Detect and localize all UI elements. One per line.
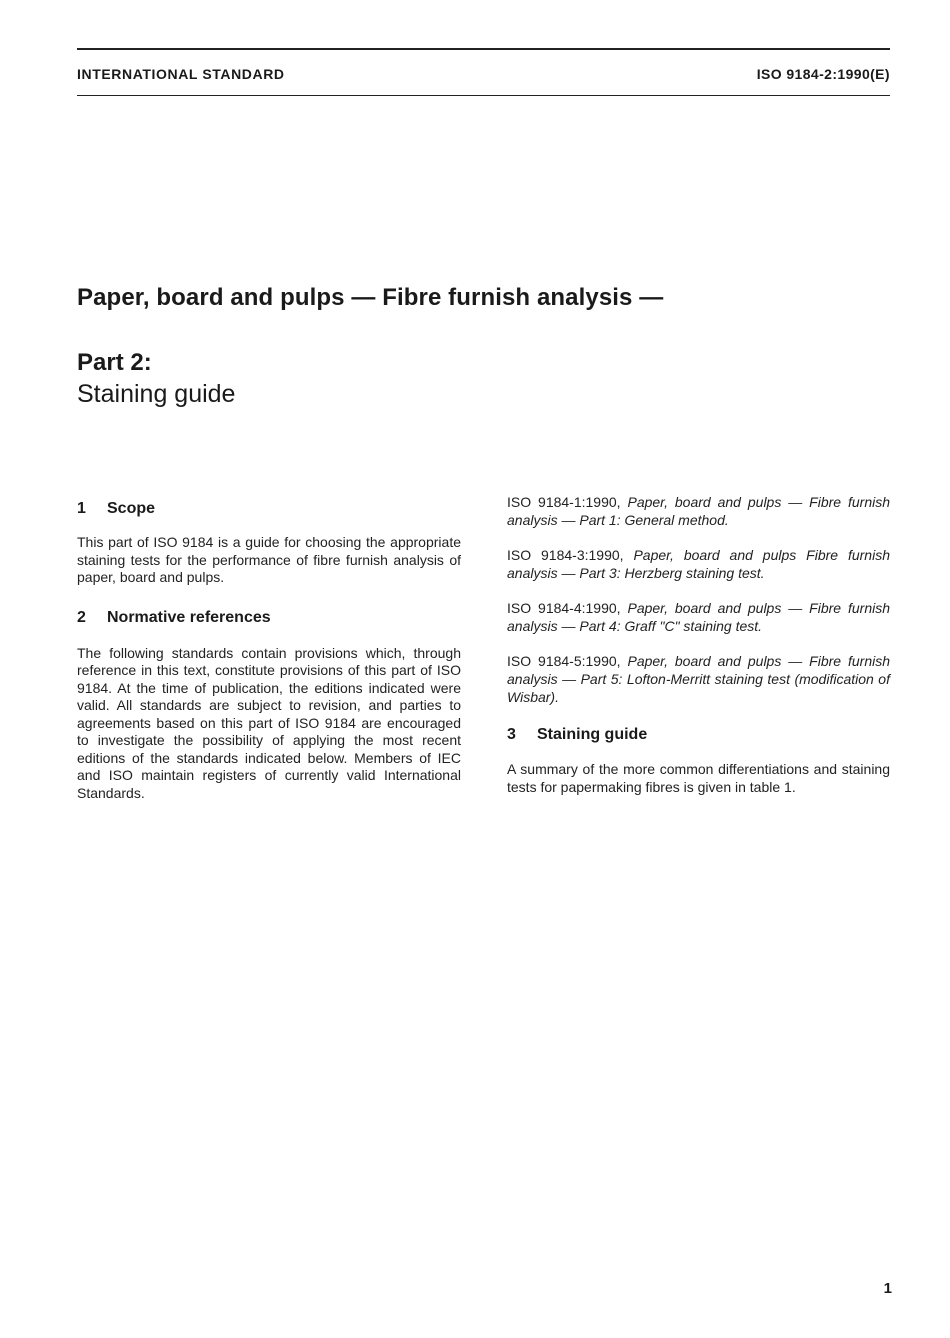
reference-code: ISO 9184-1:1990, <box>507 494 621 510</box>
header-standard-type: INTERNATIONAL STANDARD <box>77 66 285 82</box>
section-heading-scope <box>77 500 461 518</box>
section-number: 1 <box>77 500 86 517</box>
section-number: 3 <box>507 726 516 743</box>
reference-item <box>507 493 890 529</box>
section-title: Staining guide <box>537 726 648 743</box>
reference-item <box>507 599 890 635</box>
part-subtitle: Staining guide <box>77 380 236 408</box>
reference-title: Paper, board and pulps — Fibre furnish analysis — Part 5: Lofton-Merritt staining test (modification of Wisbar). <box>507 653 891 705</box>
section-heading-staining-guide <box>507 726 890 744</box>
part-label: Part 2: <box>77 349 152 376</box>
right-column <box>507 493 890 796</box>
scope-paragraph: This part of ISO 9184 is a guide for choosing the appropriate staining tests for the performance of fibre furnish analysis of paper, board and pulps. <box>77 534 461 585</box>
header-rule-bottom <box>77 95 890 96</box>
reference-title: Paper, board and pulps Fibre furnish analysis — Part 3: Herzberg staining test. <box>507 547 890 581</box>
section-number: 2 <box>77 608 86 626</box>
reference-title: Paper, board and pulps — Fibre furnish analysis — Part 1: General method. <box>507 494 891 528</box>
section-heading-normative-references <box>77 609 461 627</box>
reference-title: Paper, board and pulps — Fibre furnish analysis — Part 4: Graff "C" staining test. <box>507 600 891 634</box>
section-title: Normative references <box>107 608 271 626</box>
reference-item <box>507 652 890 706</box>
left-column <box>77 500 461 802</box>
reference-code: ISO 9184-3:1990, <box>507 547 624 563</box>
reference-code: ISO 9184-4:1990, <box>507 600 621 616</box>
page-number: 1 <box>883 1280 892 1297</box>
normative-references-paragraph: The following standards contain provisions which, through reference in this text, constitute provisions of this part of ISO 9184. At the time of publication, the editions indicated were valid. All standards are subject to revision, and parties to agreements based on this part of ISO 9184 are encouraged to investigate the possibility of applying the most recent editions of the standards indicated below. Members of IEC and ISO maintain registers of currently valid International Standards. <box>77 644 461 801</box>
staining-guide-paragraph: A summary of the more common differentiations and staining tests for papermaking fibres is given in table 1. <box>507 761 890 795</box>
header-rule-top <box>77 48 890 50</box>
section-title: Scope <box>107 500 156 517</box>
document-title: Paper, board and pulps — Fibre furnish analysis — <box>77 284 664 311</box>
reference-code: ISO 9184-5:1990, <box>507 653 621 669</box>
header-standard-number: ISO 9184-2:1990(E) <box>756 66 890 82</box>
reference-item <box>507 546 890 582</box>
